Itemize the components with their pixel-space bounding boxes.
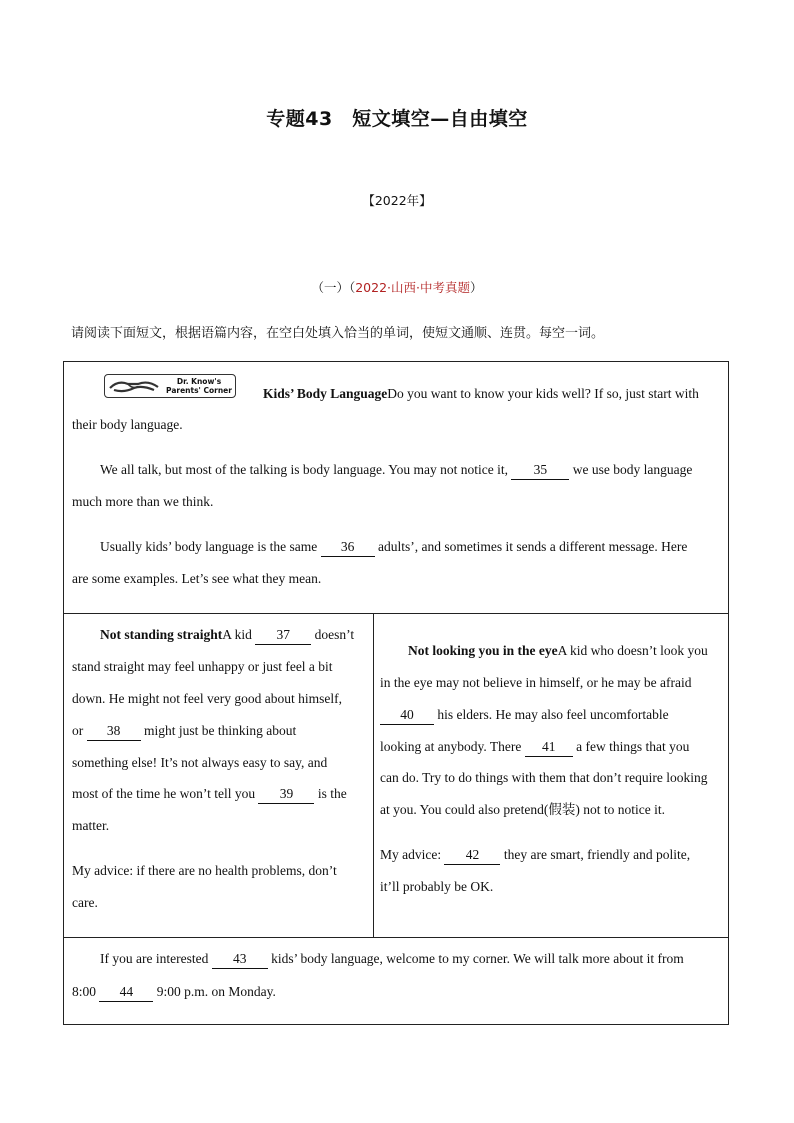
passage-heading: Kids’ Body Language — [263, 386, 388, 401]
left-heading: Not standing straight — [100, 627, 223, 642]
text: we use body language — [569, 462, 693, 477]
right-advice-2: it’ll probably be OK. — [380, 879, 494, 894]
instruction-text: 请阅读下面短文，根据语篇内容，在空白处填入恰当的单词，使短文通顺、连贯。每空一词。 — [71, 326, 605, 341]
text: or — [72, 723, 87, 738]
paragraph-3-line-1 — [100, 531, 687, 563]
left-line-7: matter. — [72, 818, 110, 833]
left-advice-2: care. — [72, 895, 98, 910]
blank-36[interactable]: 36 — [321, 538, 375, 557]
handshake-icon — [108, 377, 160, 395]
blank-35[interactable]: 35 — [511, 461, 569, 480]
right-line-1 — [408, 635, 708, 667]
blank-40[interactable]: 40 — [380, 706, 434, 725]
section-source: 2022·山西·中考真题 — [355, 280, 470, 295]
column-divider — [373, 613, 374, 937]
closing-line-2 — [72, 976, 276, 1008]
left-line-6 — [72, 778, 347, 810]
logo-text — [163, 377, 235, 395]
left-advice-1: My advice: if there are no health problems, don’t — [72, 863, 337, 878]
intro-text: Do you want to know your kids well? If so, just start with — [387, 386, 699, 401]
text: a few things that you — [572, 739, 690, 754]
text: adults’, and sometimes it sends a different message. Here — [374, 539, 688, 554]
row-divider-bottom — [64, 937, 728, 938]
blank-44[interactable]: 44 — [99, 983, 153, 1002]
text: kids’ body language, welcome to my corner. We will talk more about it from — [267, 951, 684, 966]
text: My advice: — [380, 847, 445, 862]
blank-42[interactable]: 42 — [444, 846, 500, 865]
left-line-5: something else! It’s not always easy to say, and — [72, 755, 328, 770]
passage-table — [63, 361, 729, 1025]
intro-line-2: their body language. — [72, 417, 183, 432]
text: they are smart, friendly and polite, — [500, 847, 691, 862]
blank-43[interactable]: 43 — [212, 950, 268, 969]
section-suffix: ） — [470, 280, 483, 295]
blank-38[interactable]: 38 — [87, 722, 141, 741]
paragraph-3-line-2: are some examples. Let’s see what they mean. — [72, 571, 322, 586]
text: A kid who doesn’t look you — [557, 643, 708, 658]
text: 9:00 p.m. on Monday. — [153, 984, 276, 999]
left-line-1 — [100, 619, 354, 651]
text: 8:00 — [72, 984, 100, 999]
text: his elders. He may also feel uncomfortable — [434, 707, 669, 722]
text: might just be thinking about — [140, 723, 297, 738]
blank-37[interactable]: 37 — [255, 626, 311, 645]
right-line-3 — [380, 699, 669, 731]
year-label: 【2022年】 — [362, 193, 432, 208]
blank-39[interactable]: 39 — [258, 785, 314, 804]
text: most of the time he won’t tell you — [72, 786, 259, 801]
right-line-6: at you. You could also pretend(假装) not to notice it. — [380, 802, 665, 817]
section-prefix: （一）（ — [311, 280, 356, 295]
text: Usually kids’ body language is the same — [100, 539, 321, 554]
text: looking at anybody. There — [380, 739, 525, 754]
logo-line-2: Parents' Corner — [166, 386, 232, 395]
text: is the — [314, 786, 347, 801]
right-line-4 — [380, 731, 689, 763]
right-line-5: can do. Try to do things with them that don’t require looking — [380, 770, 708, 785]
paragraph-2-line-2: much more than we think. — [72, 494, 214, 509]
section-heading — [0, 278, 794, 296]
left-line-4 — [72, 715, 296, 747]
closing-line-1 — [100, 943, 684, 975]
right-line-2: in the eye may not believe in himself, or he may be afraid — [380, 675, 692, 690]
right-advice-1 — [380, 839, 690, 871]
intro-line-1 — [263, 378, 699, 410]
logo-line-1: Dr. Know's — [176, 377, 222, 386]
blank-41[interactable]: 41 — [525, 738, 573, 757]
text: doesn’t — [311, 627, 355, 642]
paragraph-2-line-1 — [100, 454, 692, 486]
text: We all talk, but most of the talking is body language. You may not notice it, — [100, 462, 512, 477]
text: If you are interested — [100, 951, 212, 966]
left-line-3: down. He might not feel very good about himself, — [72, 691, 342, 706]
left-line-2: stand straight may feel unhappy or just feel a bit — [72, 659, 333, 674]
parents-corner-logo — [104, 374, 236, 398]
page-title: 专题43 短文填空—自由填空 — [266, 108, 528, 130]
row-divider-top — [64, 613, 728, 614]
text: A kid — [222, 627, 256, 642]
right-heading: Not looking you in the eye — [408, 643, 558, 658]
